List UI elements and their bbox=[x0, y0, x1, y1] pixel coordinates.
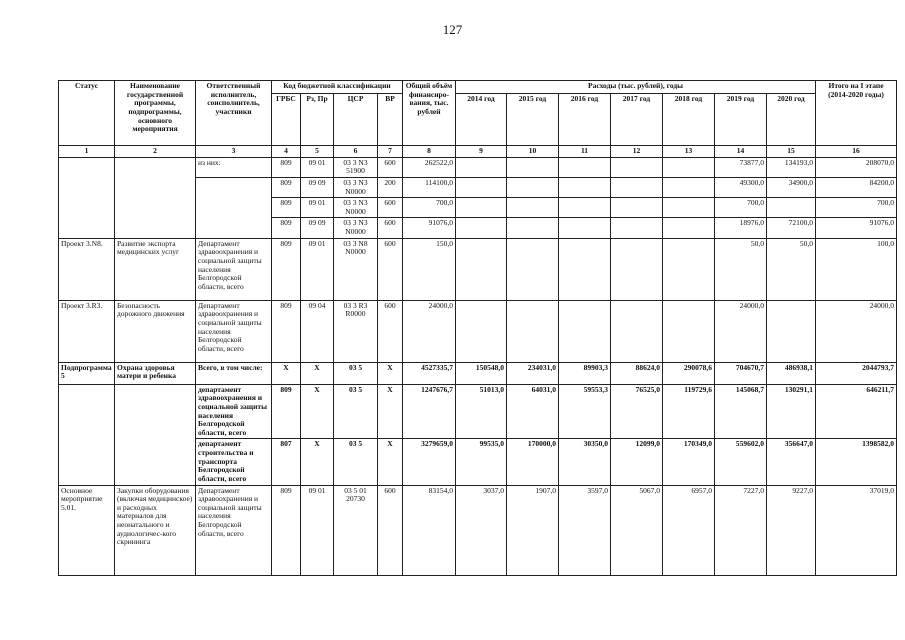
budget-table bbox=[58, 80, 897, 576]
name-cell bbox=[115, 439, 196, 485]
stage-total-cell: 24000,0 bbox=[816, 300, 897, 362]
header-total: Общий объём финансиро-вания, тыс. рублей bbox=[403, 81, 456, 146]
year-value-cell bbox=[611, 177, 663, 197]
year-value-cell bbox=[559, 157, 611, 177]
table-row bbox=[59, 157, 897, 177]
year-value-cell: 170349,0 bbox=[663, 439, 715, 485]
year-value-cell bbox=[663, 198, 715, 218]
year-value-cell: 72100,0 bbox=[767, 218, 816, 238]
year-value-cell bbox=[507, 177, 559, 197]
total-cell: 1247676,7 bbox=[403, 384, 456, 439]
header-year: 2014 год bbox=[456, 94, 507, 146]
vr-cell: 600 bbox=[378, 300, 403, 362]
column-number: 3 bbox=[196, 146, 272, 158]
vr-cell: 200 bbox=[378, 177, 403, 197]
table-row bbox=[59, 198, 897, 218]
header-year: 2019 год bbox=[715, 94, 767, 146]
name-cell: Закупки оборудования (включая медицинское) и расходных материалов для неонатального и аудиологичес-кого скрининга bbox=[115, 485, 196, 575]
year-value-cell bbox=[559, 198, 611, 218]
name-cell bbox=[115, 384, 196, 439]
column-number: 15 bbox=[767, 146, 816, 158]
year-value-cell bbox=[611, 300, 663, 362]
rz-pr-cell: X bbox=[301, 439, 334, 485]
executor-cell: Всего, в том числе: bbox=[196, 362, 272, 384]
rz-pr-cell: 09 01 bbox=[301, 157, 334, 177]
total-cell: 83154,0 bbox=[403, 485, 456, 575]
year-value-cell: 50,0 bbox=[767, 238, 816, 300]
year-value-cell: 99535,0 bbox=[456, 439, 507, 485]
grbs-cell: 809 bbox=[272, 177, 301, 197]
year-value-cell bbox=[559, 218, 611, 238]
column-number: 1 bbox=[59, 146, 115, 158]
grbs-cell: 809 bbox=[272, 300, 301, 362]
year-value-cell: 170000,0 bbox=[507, 439, 559, 485]
rz-pr-cell: 09 01 bbox=[301, 485, 334, 575]
csr-cell: 03 3 N8 N0000 bbox=[334, 238, 378, 300]
year-value-cell bbox=[663, 177, 715, 197]
table-row bbox=[59, 384, 897, 439]
year-value-cell: 704670,7 bbox=[715, 362, 767, 384]
year-value-cell bbox=[663, 157, 715, 177]
column-number: 13 bbox=[663, 146, 715, 158]
vr-cell: 600 bbox=[378, 485, 403, 575]
rz-pr-cell: 09 09 bbox=[301, 177, 334, 197]
header-year: 2017 год bbox=[611, 94, 663, 146]
year-value-cell: 119729,6 bbox=[663, 384, 715, 439]
status-cell: Проект 3.R3. bbox=[59, 300, 115, 362]
column-number: 2 bbox=[115, 146, 196, 158]
total-cell: 114100,0 bbox=[403, 177, 456, 197]
year-value-cell bbox=[611, 198, 663, 218]
executor-cell: Департамент здравоохранения и социальной защиты населения Белгородской области, всего bbox=[196, 485, 272, 575]
vr-cell: X bbox=[378, 439, 403, 485]
header-year: 2015 год bbox=[507, 94, 559, 146]
header-expenses: Расходы (тыс. рублей), годы bbox=[456, 81, 816, 94]
csr-cell: 03 3 N3 N0000 bbox=[334, 198, 378, 218]
page-number: 127 bbox=[442, 22, 463, 37]
stage-total-cell: 2044793,7 bbox=[816, 362, 897, 384]
vr-cell: 600 bbox=[378, 198, 403, 218]
year-value-cell: 3037,0 bbox=[456, 485, 507, 575]
year-value-cell bbox=[611, 157, 663, 177]
year-value-cell: 3597,0 bbox=[559, 485, 611, 575]
year-value-cell bbox=[611, 218, 663, 238]
year-value-cell: 486938,1 bbox=[767, 362, 816, 384]
csr-cell: 03 5 bbox=[334, 439, 378, 485]
csr-cell: 03 3 R3 R0000 bbox=[334, 300, 378, 362]
stage-total-cell: 1398582,0 bbox=[816, 439, 897, 485]
year-value-cell bbox=[456, 218, 507, 238]
header-csr: ЦСР bbox=[334, 94, 378, 146]
table-row bbox=[59, 485, 897, 575]
column-number: 10 bbox=[507, 146, 559, 158]
year-value-cell: 64031,0 bbox=[507, 384, 559, 439]
name-cell bbox=[115, 157, 196, 177]
year-value-cell bbox=[507, 218, 559, 238]
rz-pr-cell: X bbox=[301, 384, 334, 439]
year-value-cell: 130291,1 bbox=[767, 384, 816, 439]
year-value-cell bbox=[767, 198, 816, 218]
column-number-row bbox=[59, 146, 897, 158]
year-value-cell bbox=[663, 238, 715, 300]
vr-cell: 600 bbox=[378, 157, 403, 177]
total-cell: 24000,0 bbox=[403, 300, 456, 362]
total-cell: 91076,0 bbox=[403, 218, 456, 238]
year-value-cell: 76525,0 bbox=[611, 384, 663, 439]
header-year: 2020 год bbox=[767, 94, 816, 146]
name-cell bbox=[115, 177, 196, 197]
csr-cell: 03 3 N3 N0000 bbox=[334, 177, 378, 197]
rz-pr-cell: 09 04 bbox=[301, 300, 334, 362]
header-rz-pr: Рз, Пр bbox=[301, 94, 334, 146]
executor-cell: департамент здравоохранения и социальной защиты населения Белгородской области, всего bbox=[196, 384, 272, 439]
csr-cell: 03 3 N3 N0000 bbox=[334, 218, 378, 238]
rz-pr-cell: X bbox=[301, 362, 334, 384]
grbs-cell: X bbox=[272, 362, 301, 384]
total-cell: 150,0 bbox=[403, 238, 456, 300]
csr-cell: 03 5 bbox=[334, 362, 378, 384]
year-value-cell bbox=[507, 157, 559, 177]
year-value-cell: 9227,0 bbox=[767, 485, 816, 575]
table-row bbox=[59, 218, 897, 238]
year-value-cell: 290078,6 bbox=[663, 362, 715, 384]
rz-pr-cell: 09 09 bbox=[301, 218, 334, 238]
column-number: 7 bbox=[378, 146, 403, 158]
column-number: 6 bbox=[334, 146, 378, 158]
header-year: 2018 год bbox=[663, 94, 715, 146]
year-value-cell bbox=[507, 238, 559, 300]
csr-cell: 03 5 bbox=[334, 384, 378, 439]
column-number: 8 bbox=[403, 146, 456, 158]
year-value-cell: 700,0 bbox=[715, 198, 767, 218]
year-value-cell: 89903,3 bbox=[559, 362, 611, 384]
year-value-cell: 59553,3 bbox=[559, 384, 611, 439]
total-cell: 3279659,0 bbox=[403, 439, 456, 485]
year-value-cell bbox=[559, 300, 611, 362]
stage-total-cell: 700,0 bbox=[816, 198, 897, 218]
year-value-cell: 12099,0 bbox=[611, 439, 663, 485]
vr-cell: X bbox=[378, 384, 403, 439]
name-cell bbox=[115, 218, 196, 238]
year-value-cell: 18976,0 bbox=[715, 218, 767, 238]
header-vr: ВР bbox=[378, 94, 403, 146]
status-cell: Проект 3.N8. bbox=[59, 238, 115, 300]
executor-cell bbox=[196, 177, 272, 197]
column-number: 16 bbox=[816, 146, 897, 158]
rz-pr-cell: 09 01 bbox=[301, 198, 334, 218]
grbs-cell: 809 bbox=[272, 238, 301, 300]
grbs-cell: 809 bbox=[272, 198, 301, 218]
executor-cell bbox=[196, 198, 272, 218]
status-cell bbox=[59, 177, 115, 197]
year-value-cell: 49300,0 bbox=[715, 177, 767, 197]
stage-total-cell: 91076,0 bbox=[816, 218, 897, 238]
grbs-cell: 809 bbox=[272, 384, 301, 439]
year-value-cell: 51013,0 bbox=[456, 384, 507, 439]
table-body bbox=[59, 157, 897, 575]
year-value-cell: 88624,0 bbox=[611, 362, 663, 384]
header-budget-code: Код бюджетной классификации bbox=[272, 81, 403, 94]
vr-cell: 600 bbox=[378, 218, 403, 238]
year-value-cell bbox=[456, 157, 507, 177]
status-cell: Основное мероприятие 5.01. bbox=[59, 485, 115, 575]
table-row bbox=[59, 238, 897, 300]
vr-cell: 600 bbox=[378, 238, 403, 300]
header-status: Статус bbox=[59, 81, 115, 146]
year-value-cell: 134193,0 bbox=[767, 157, 816, 177]
status-cell bbox=[59, 198, 115, 218]
status-cell bbox=[59, 157, 115, 177]
table-row bbox=[59, 439, 897, 485]
year-value-cell: 50,0 bbox=[715, 238, 767, 300]
year-value-cell: 145068,7 bbox=[715, 384, 767, 439]
table-row bbox=[59, 177, 897, 197]
total-cell: 262522,0 bbox=[403, 157, 456, 177]
name-cell: Безопасность дорожного движения bbox=[115, 300, 196, 362]
stage-total-cell: 646211,7 bbox=[816, 384, 897, 439]
name-cell bbox=[115, 198, 196, 218]
header-stage-total: Итого на I этапе (2014-2020 годы) bbox=[816, 81, 897, 146]
year-value-cell: 150548,0 bbox=[456, 362, 507, 384]
grbs-cell: 809 bbox=[272, 157, 301, 177]
year-value-cell bbox=[507, 300, 559, 362]
status-cell: Подпрограмма 5 bbox=[59, 362, 115, 384]
csr-cell: 03 5 01 20730 bbox=[334, 485, 378, 575]
year-value-cell: 7227,0 bbox=[715, 485, 767, 575]
year-value-cell bbox=[456, 300, 507, 362]
grbs-cell: 809 bbox=[272, 218, 301, 238]
column-number: 4 bbox=[272, 146, 301, 158]
total-cell: 4527335,7 bbox=[403, 362, 456, 384]
name-cell: Охрана здоровья матери и ребенка bbox=[115, 362, 196, 384]
year-value-cell: 6957,0 bbox=[663, 485, 715, 575]
table-row bbox=[59, 362, 897, 384]
csr-cell: 03 3 N3 51900 bbox=[334, 157, 378, 177]
stage-total-cell: 84200,0 bbox=[816, 177, 897, 197]
column-number: 9 bbox=[456, 146, 507, 158]
table-header bbox=[59, 81, 897, 158]
year-value-cell bbox=[559, 177, 611, 197]
status-cell bbox=[59, 218, 115, 238]
year-value-cell bbox=[456, 198, 507, 218]
header-grbs: ГРБС bbox=[272, 94, 301, 146]
stage-total-cell: 37019,0 bbox=[816, 485, 897, 575]
year-value-cell bbox=[663, 218, 715, 238]
year-value-cell: 356647,0 bbox=[767, 439, 816, 485]
year-value-cell bbox=[663, 300, 715, 362]
year-value-cell: 5067,0 bbox=[611, 485, 663, 575]
executor-cell: Департамент здравоохранения и социальной защиты населения Белгородской области, всего bbox=[196, 300, 272, 362]
column-number: 5 bbox=[301, 146, 334, 158]
year-value-cell: 1907,0 bbox=[507, 485, 559, 575]
column-number: 14 bbox=[715, 146, 767, 158]
status-cell bbox=[59, 384, 115, 439]
grbs-cell: 807 bbox=[272, 439, 301, 485]
total-cell: 700,0 bbox=[403, 198, 456, 218]
year-value-cell bbox=[767, 300, 816, 362]
column-number: 11 bbox=[559, 146, 611, 158]
year-value-cell: 73877,0 bbox=[715, 157, 767, 177]
year-value-cell bbox=[559, 238, 611, 300]
name-cell: Развитие экспорта медицинских услуг bbox=[115, 238, 196, 300]
column-number: 12 bbox=[611, 146, 663, 158]
year-value-cell bbox=[611, 238, 663, 300]
stage-total-cell: 100,0 bbox=[816, 238, 897, 300]
header-year: 2016 год bbox=[559, 94, 611, 146]
vr-cell: X bbox=[378, 362, 403, 384]
executor-cell: Департамент здравоохранения и социальной защиты населения Белгородской области, всего bbox=[196, 238, 272, 300]
header-executor: Ответственный исполнитель, соисполнитель, участники bbox=[196, 81, 272, 146]
stage-total-cell: 208070,0 bbox=[816, 157, 897, 177]
status-cell bbox=[59, 439, 115, 485]
header-name: Наименование государственной программы, подпрограммы, основного мероприятия bbox=[115, 81, 196, 146]
year-value-cell: 559602,0 bbox=[715, 439, 767, 485]
year-value-cell: 34900,0 bbox=[767, 177, 816, 197]
year-value-cell: 234031,0 bbox=[507, 362, 559, 384]
rz-pr-cell: 09 01 bbox=[301, 238, 334, 300]
executor-cell: департамент строительства и транспорта Белгородской области, всего bbox=[196, 439, 272, 485]
year-value-cell bbox=[507, 198, 559, 218]
executor-cell: из них: bbox=[196, 157, 272, 177]
grbs-cell: 809 bbox=[272, 485, 301, 575]
year-value-cell: 30350,0 bbox=[559, 439, 611, 485]
table-row bbox=[59, 300, 897, 362]
executor-cell bbox=[196, 218, 272, 238]
year-value-cell bbox=[456, 177, 507, 197]
year-value-cell bbox=[456, 238, 507, 300]
year-value-cell: 24000,0 bbox=[715, 300, 767, 362]
